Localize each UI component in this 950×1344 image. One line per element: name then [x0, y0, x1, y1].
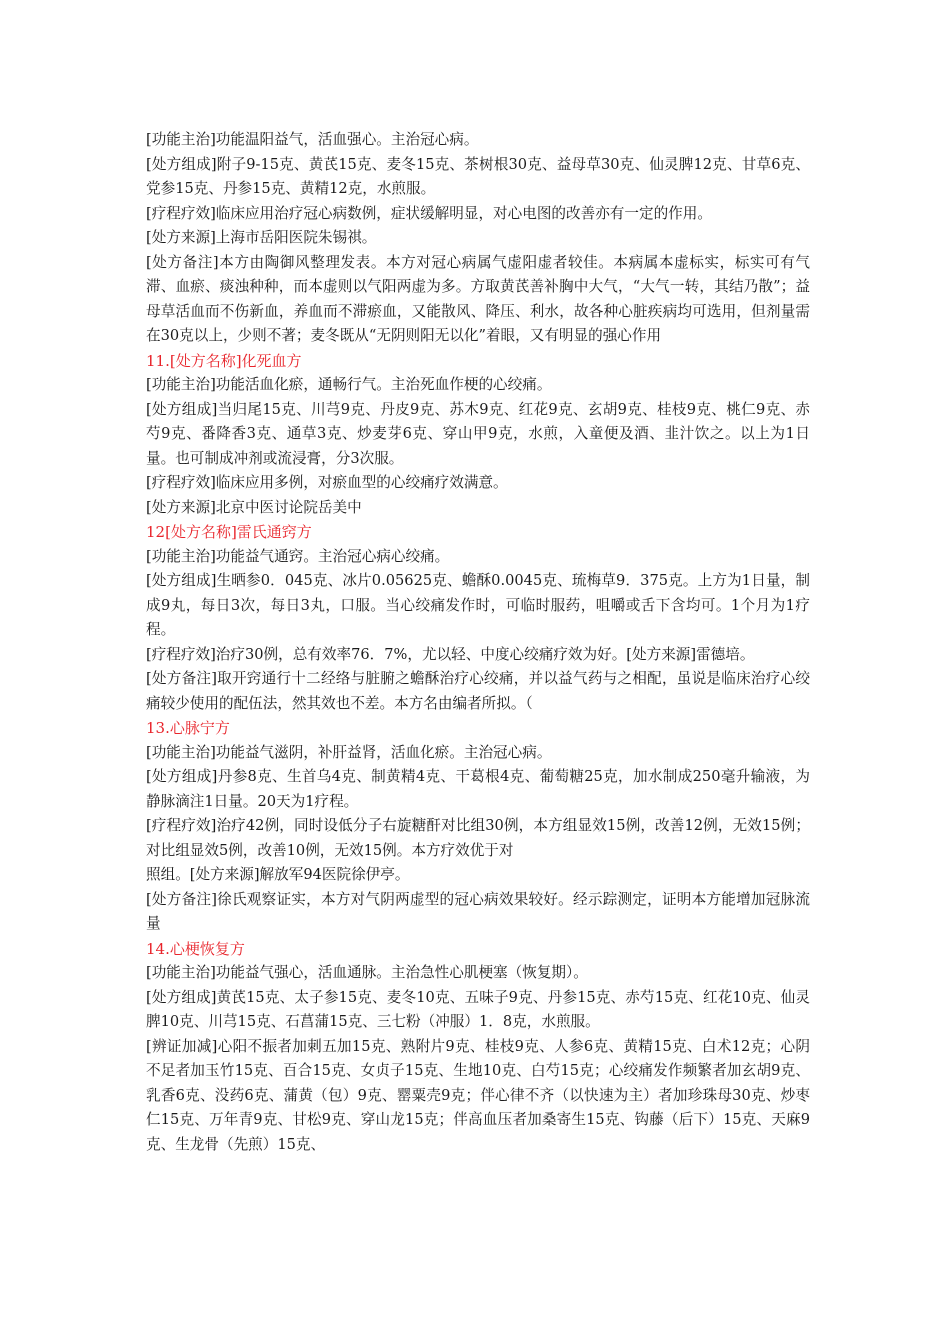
section-heading: 13.心脉宁方: [146, 719, 230, 737]
paragraph: [处方备注]本方由陶御风整理发表。本方对冠心病属气虚阳虚者较佳。本病属本虚标实，标实可有气滞、血瘀、痰浊种种，而本虚则以气阳两虚为多。方取黄芪善补胸中大气，“大气一转，其结乃散”；益母草活血而不伤新血，养血而不滞瘀血，又能散风、降压、利水，故各种心脏疾病均可选用，但剂量需在30克以上，少则不著；麦冬既从“无阴则阳无以化”着眼，又有明显的强心作用: [146, 253, 810, 344]
document-page: [146, 128, 810, 1157]
paragraph: [功能主治]功能益气通窍。主治冠心病心绞痛。: [146, 547, 450, 565]
paragraph: [处方备注]取开窍通行十二经络与脏腑之蟾酥治疗心绞痛，并以益气药与之相配，虽说是临床治疗心绞痛较少使用的配伍法，然其效也不差。本方名由编者所拟。（: [146, 670, 810, 712]
paragraph: [功能主治]功能温阳益气，活血强心。主治冠心病。: [146, 131, 479, 148]
paragraph: [处方组成]附子9-15克、黄芪15克、麦冬15克、茶树根30克、益母草30克、仙灵脾12克、甘草6克、党参15克、丹参15克、黄精12克，水煎服。: [146, 155, 810, 197]
paragraph: [疗程疗效]临床应用多例，对瘀血型的心绞痛疗效满意。: [146, 474, 508, 491]
paragraph: [功能主治]功能活血化瘀，通畅行气。主治死血作梗的心绞痛。: [146, 376, 552, 393]
paragraph: [处方组成]黄芪15克、太子参15克、麦冬10克、五味子9克、丹参15克、赤芍15克、红花10克、仙灵脾10克、川芎15克、石菖蒲15克、三七粉（冲服）1．8克，水煎服。: [146, 988, 810, 1030]
paragraph: [疗程疗效]治疗30例，总有效率76．7%，尤以轻、中度心绞痛疗效为好。[处方来源]雷德培。: [146, 645, 755, 663]
section-heading: 12[处方名称]雷氏通窍方: [146, 523, 312, 541]
paragraph: [处方组成]当归尾15克、川芎9克、丹皮9克、苏木9克、红花9克、玄胡9克、桂枝9克、桃仁9克、赤芍9克、番降香3克、通草3克、炒麦芽6克、穿山甲9克，水煎，入童便及酒、韭汁饮之。以上为1日量。也可制成冲剂或流浸膏，分3次服。: [146, 400, 810, 467]
paragraph: [处方组成]生晒参0．045克、冰片0.05625克、蟾酥0.0045克、琉梅草9．375克。上方为1日量，制成9丸，每日3次，每日3丸，口服。当心绞痛发作时，可临时服药，咀嚼或舌下含均可。1个月为1疗程。: [146, 572, 810, 638]
paragraph: [处方来源]北京中医讨论院岳美中: [146, 498, 362, 516]
paragraph: [处方来源]上海市岳阳医院朱锡祺。: [146, 229, 377, 246]
paragraph: [功能主治]功能益气滋阴，补肝益肾，活血化瘀。主治冠心病。: [146, 743, 552, 761]
paragraph: [辨证加减]心阳不振者加刺五加15克、熟附片9克、桂枝9克、人参6克、黄精15克、白术12克；心阴不足者加玉竹15克、百合15克、女贞子15克、生地10克、白芍15克；心绞痛发作频繁者加玄胡9克、乳香6克、没药6克、蒲黄（包）9克、罂粟壳9克；伴心律不齐（以快速为主）者加珍珠母30克、炒枣仁15克、万年青9克、甘松9克、穿山龙15克；伴高血压者加桑寄生15克、钩藤（后下）15克、天麻9克、生龙骨（先煎）15克、: [146, 1037, 810, 1153]
paragraph: 照组。[处方来源]解放军94医院徐伊亭。: [146, 866, 410, 883]
section-heading: 11.[处方名称]化死血方: [146, 351, 302, 370]
section-heading: 14.心梗恢复方: [146, 939, 245, 958]
paragraph: [功能主治]功能益气强心，活血通脉。主治急性心肌梗塞（恢复期）。: [146, 964, 588, 981]
paragraph: [处方备注]徐氏观察证实，本方对气阴两虚型的冠心病效果较好。经示踪测定，证明本方能增加冠脉流量: [146, 890, 810, 932]
paragraph: [疗程疗效]临床应用治疗冠心病数例，症状缓解明显，对心电图的改善亦有一定的作用。: [146, 204, 712, 222]
paragraph: [处方组成]丹参8克、生首乌4克、制黄精4克、干葛根4克、葡萄糖25克，加水制成250毫升输液，为静脉滴注1日量。20天为1疗程。: [146, 768, 810, 810]
paragraph: [疗程疗效]治疗42例，同时设低分子右旋糖酐对比组30例，本方组显效15例，改善12例，无效15例；对比组显效5例，改善10例，无效15例。本方疗效优于对: [146, 817, 810, 859]
